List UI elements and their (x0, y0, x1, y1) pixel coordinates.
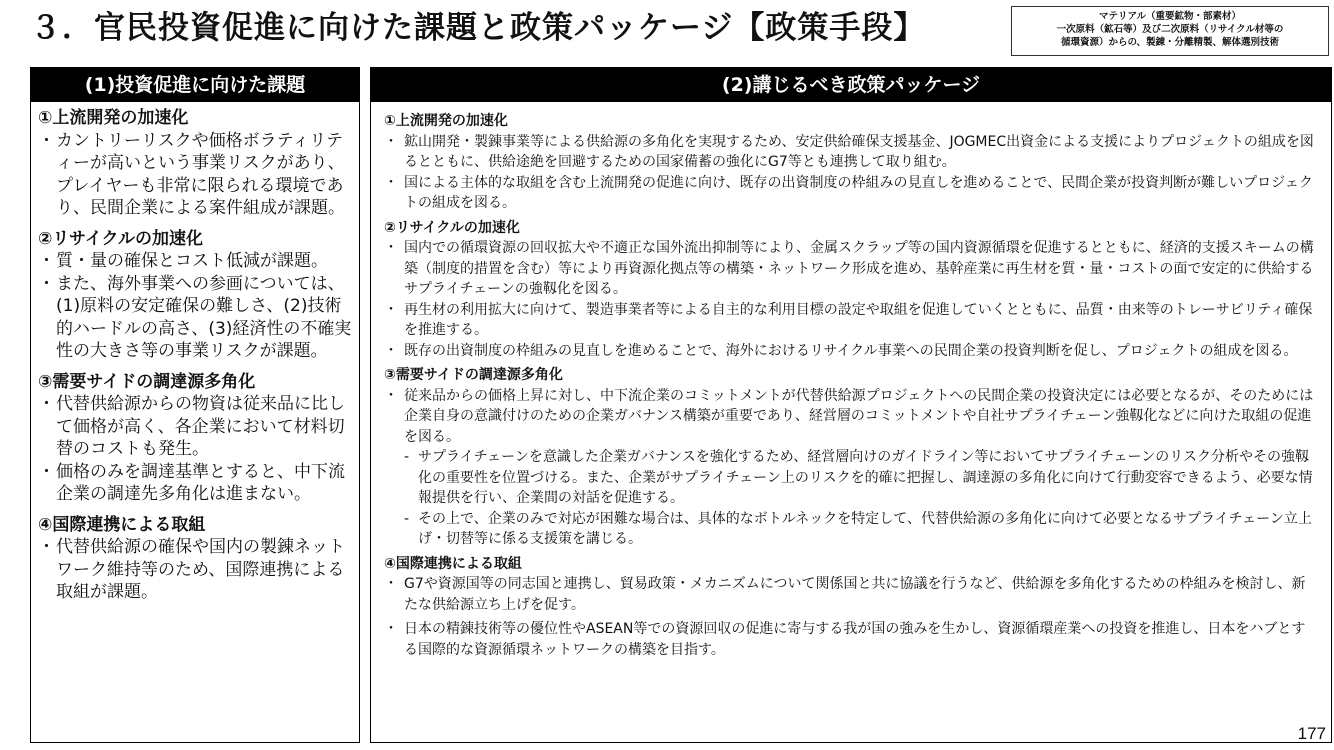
policy-bullet: ・ G7や資源国等の同志国と連携し、貿易政策・メカニズムについて関係国と共に協議を行うなど、供給源を多角化するための枠組みを検討し、新たな供給源立ち上げを促す。 (384, 576, 1306, 613)
policy-bullet: ・ 再生材の利用拡大に向けて、製造事業者等による自主的な利用目標の設定や取組を促進していくとともに、品質・由来等のトレーサビリティ確保を推進する。 (384, 301, 1313, 338)
issue-bullet: ・ また、海外事業への参画については、(1)原料の安定確保の難しさ、(2)技術的ハードルの高さ、(3)経済性の不確実性の大きさ等の事業リスクが課題。 (38, 273, 352, 361)
page-number: 177 (1297, 724, 1326, 743)
policy-heading-2: ②リサイクルの加速化 (384, 219, 520, 236)
policy-bullet: ・ 鉱山開発・製錬事業等による供給源の多角化を実現するため、安定供給確保支援基金、JOGMEC出資金による支援によりプロジェクトの組成を図るとともに、供給途絶を回避するための国家備蓄の強化にG7等とも連携して取り組む。 (384, 133, 1314, 170)
issues-panel (30, 67, 360, 743)
issue-heading-1: ①上流開発の加速化 (38, 108, 189, 128)
issue-bullet: ・ 代替供給源からの物資は従来品に比して価格が高く、各企業において材料切替のコストも発生。 (38, 394, 345, 459)
tag-line-1: マテリアル（重要鉱物・部素材） (1098, 11, 1242, 22)
issues-header: (1)投資促進に向けた課題 (31, 68, 359, 102)
issues-body (31, 102, 359, 604)
policy-sub-bullet: - サプライチェーンを意識した企業ガバナンスを強化するため、経営層向けのガイドライン等においてサプライチェーンのリスク分析やその強靱化の重要性を位置づける。また、企業がサプライチェーン上のリスクを的確に把握し、調達源の多角化に向けて行動変容できるよう、必要な情報提供を行い、企業間の対話を促進する。 (404, 449, 1313, 506)
issue-bullet: ・ 価格のみを調達基準とすると、中下流企業の調達先多角化は進まない。 (38, 461, 345, 504)
policy-heading-3: ③需要サイドの調達源多角化 (384, 367, 563, 383)
policy-bullet: ・ 既存の出資制度の枠組みの見直しを進めることで、海外におけるリサイクル事業への民間企業の投資判断を促し、プロジェクトの組成を図る。 (384, 342, 1298, 359)
issue-heading-4: ④国際連携による取組 (38, 514, 206, 535)
issue-heading-3: ③需要サイドの調達源多角化 (38, 371, 256, 392)
issue-bullet: ・ 質・量の確保とコスト低減が課題。 (38, 251, 328, 271)
policy-bullet: ・ 国による主体的な取組を含む上流開発の促進に向け、既存の出資制度の枠組みの見直しを進めることで、民間企業が投資判断が難しいプロジェクトの組成を図る。 (384, 174, 1313, 211)
issue-heading-2: ②リサイクルの加速化 (38, 228, 204, 249)
policy-bullet: ・ 日本の精錬技術等の優位性やASEAN等での資源回収の促進に寄与する我が国の強みを生かし、資源循環産業への投資を推進し、日本をハブとする国際的な資源循環ネットワークの構築を目指す。 (384, 621, 1306, 658)
policy-body (371, 102, 1331, 660)
tag-line-2: 一次原料（鉱石等）及び二次原料（リサイクル材等の (1056, 24, 1284, 35)
policy-header: (2)講じるべき政策パッケージ (371, 68, 1331, 102)
tag-line-3: 循環資源）からの、製錬・分離精製、解体選別技術 (1060, 37, 1280, 48)
page-title: ３．官民投資促進に向けた課題と政策パッケージ【政策手段】 (30, 10, 926, 46)
policy-bullet: ・ 国内での循環資源の回収拡大や不適正な国外流出抑制等により、金属スクラップ等の国内資源循環を促進するとともに、経済的支援スキームの構築（制度的措置を含む）等により再資源化拠点等の構築・ネットワーク形成を進め、基幹産業に再生材を質・量・コストの面で安定的に供給するサプライチェーンの強靱化を図る。 (384, 240, 1314, 297)
issue-bullet: ・ 代替供給源の確保や国内の製錬ネットワーク維持等のため、国際連携による取組が課題。 (38, 537, 345, 602)
policy-sub-bullet: - その上で、企業のみで対応が困難な場合は、具体的なボトルネックを特定して、代替供給源の多角化に向けて必要となるサプライチェーン立上げ・切替等に係る支援策を講じる。 (404, 510, 1312, 547)
policy-heading-4: ④国際連携による取組 (384, 555, 522, 572)
category-tag (1011, 6, 1329, 56)
policy-heading-1: ①上流開発の加速化 (384, 113, 508, 129)
issue-bullet: ・ カントリーリスクや価格ボラティリティーが高いという事業リスクがあり、プレイヤーも非常に限られる環境であり、民間企業による案件組成が課題。 (38, 130, 345, 218)
policy-panel (370, 67, 1332, 743)
policy-bullet: ・ 従来品からの価格上昇に対し、中下流企業のコミットメントが代替供給源プロジェクトへの民間企業の投資決定には必要となるが、そのためには企業自身の意識付けのための企業ガバナンス構築が重要であり、経営層のコミットメントや自社サプライチェーン強靱化などに向けた取組の促進を図る。 (384, 387, 1314, 445)
